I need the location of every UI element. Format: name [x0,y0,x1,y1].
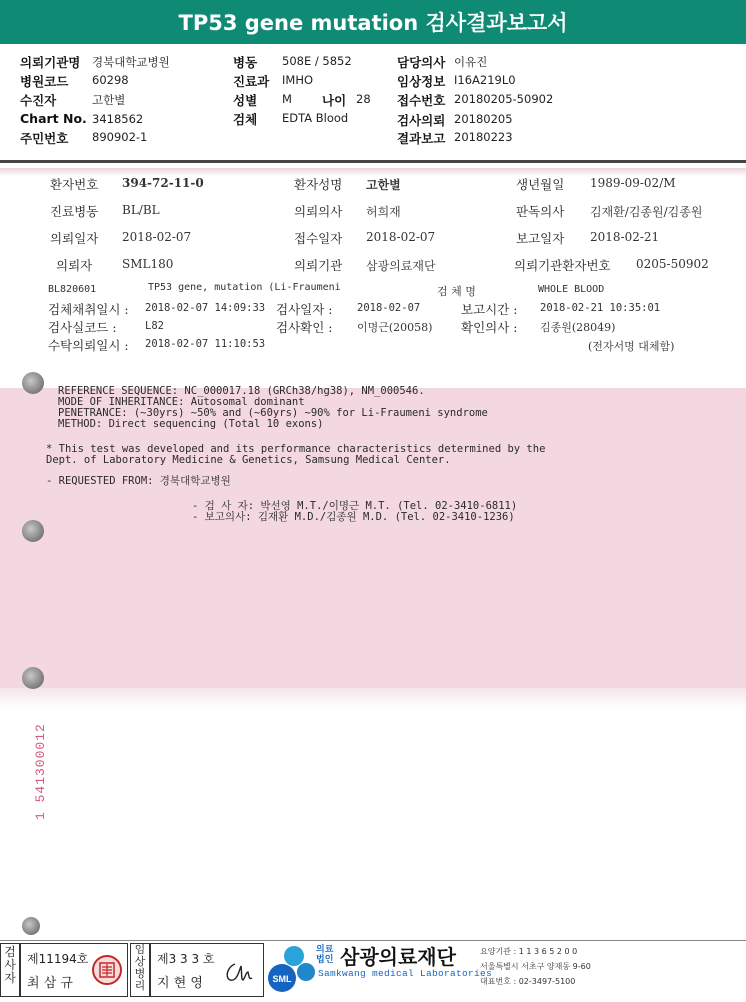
header-label: 성별 [233,93,258,108]
header-value: 20180205-50902 [454,92,554,106]
consign-value: 2018-02-07 11:10:53 [145,338,266,350]
form-value: 2018-02-07 [122,230,192,244]
sml-logo-icon [266,942,318,996]
specimen-value: WHOLE BLOOD [538,284,605,295]
report-line: METHOD: Direct sequencing (Total 10 exons) [58,418,324,430]
room-label: 검사실코드 : [48,320,117,335]
header-label: 주민번호 [20,131,69,146]
confirmer-label: 확인의사 : [461,320,518,335]
phone: 대표번호 : 02-3497-5100 [480,977,576,986]
license-number: 제3 3 3 호 [157,952,215,966]
header-label: 수진자 [20,93,57,108]
form-value: SML180 [122,257,174,271]
binder-hole [22,372,44,394]
room-value: L82 [145,320,164,332]
form-value: 김재환/김종원/김종원 [590,205,703,219]
header-value: M [282,92,292,106]
report-line: MODE OF INHERITANCE: Autosomal dominant [58,396,305,408]
header-value: 20180205 [454,112,513,126]
header-value: 28 [356,92,371,106]
collect-label: 검체채취일시 : [48,302,129,317]
header-label: 병동 [233,55,258,70]
header-value: 경북대학교병원 [92,55,170,69]
paper-tint [0,688,746,708]
form-value: 0205-50902 [636,257,709,271]
header-label: 임상정보 [397,74,446,89]
form-label: 환자번호 [50,177,99,192]
header-value: 고한별 [92,93,126,107]
paper-tint [0,168,746,176]
signer-name: 최 삼 규 [27,976,73,991]
header-value: IMHO [282,73,314,87]
form-label: 의뢰자 [56,258,93,273]
form-label: 보고일자 [516,231,565,246]
header-label: 결과보고 [397,131,446,146]
form-label: 생년월일 [516,177,565,192]
header-label: 의뢰기관명 [20,55,81,70]
collect-value: 2018-02-07 14:09:33 [145,302,266,314]
header-value: 890902-1 [92,130,148,144]
form-value: 1989-09-02/M [590,176,676,190]
confirm-value: 이명근(20058) [357,321,433,334]
license-number: 제11194호 [27,952,89,966]
reporttime-label: 보고시간 : [461,302,518,317]
confirmer-value: 김종원(28049) [540,321,616,334]
report-line: PENETRANCE: (~30yrs) ~50% and (~60yrs) ~90% for Li-Fraumeni syndrome [58,407,488,419]
corp-tag: 의료 법인 [316,945,334,965]
serial-number: 1 541300012 [33,723,48,820]
signature-box-tester [0,943,128,997]
form-value: BL/BL [122,203,160,217]
report-note: * This test was developed and its performance characteristics determined by the [46,443,546,455]
binder-hole [22,520,44,542]
header-value: EDTA Blood [282,111,349,125]
header-value: 508E / 5852 [282,54,352,68]
form-value: 허희재 [366,205,401,219]
header-divider [0,160,746,163]
form-value: 삼광의료재단 [366,259,436,273]
form-label: 의뢰기관 [294,258,343,273]
form-label: 환자성명 [294,177,343,192]
testdate-label: 검사일자 : [276,302,333,317]
box-side-label: 검사자 [4,945,16,985]
form-value: 394-72-11-0 [122,176,204,190]
report-line: REFERENCE SEQUENCE: NC_000017.18 (GRCh38/hg38), NM_000546. [58,385,425,397]
confirm-label: 검사확인 : [276,320,333,335]
header-label: 검체 [233,112,258,127]
report-requested: - REQUESTED FROM: 경북대학교병원 [46,475,231,487]
form-label: 의뢰일자 [50,231,99,246]
address: 서울특별시 서초구 양재동 9-60 [480,962,591,971]
form-value: 고한별 [366,178,401,192]
header-value: 60298 [92,73,129,87]
binder-hole [22,667,44,689]
test-name: TP53 gene, mutation (Li-Fraumeni [148,282,341,293]
specimen-label: 검 체 명 [437,285,476,298]
reporttime-value: 2018-02-21 10:35:01 [540,302,661,314]
header-label: 나이 [322,93,347,108]
institution-code: 요양기관 : 1 1 3 6 5 2 0 0 [480,947,578,956]
header-value: 3418562 [92,112,144,126]
signature-box-reviewer [130,943,264,997]
handwritten-signature [221,958,259,986]
header-label: 담당의사 [397,55,446,70]
report-title: TP53 gene mutation 검사결과보고서 [178,11,568,35]
binder-hole [22,917,40,935]
org-english-name: Samkwang medical Laboratories [318,968,493,979]
header-label: 접수번호 [397,93,446,108]
form-label: 진료병동 [50,204,99,219]
form-label: 의뢰기관환자번호 [514,258,611,273]
header-value: 이유진 [454,55,488,69]
form-value: 2018-02-21 [590,230,660,244]
form-label: 판독의사 [516,204,565,219]
seal-stamp [91,954,123,986]
logo-text: SML [272,974,292,984]
form-value: 2018-02-07 [366,230,436,244]
esign-note: (전자서명 대체함) [588,340,675,353]
header-value: I16A219L0 [454,73,516,87]
report-tester: - 검 사 자: 박선영 M.T./이명근 M.T. (Tel. 02-3410-6811) [192,500,518,512]
form-label: 의뢰의사 [294,204,343,219]
testdate-value: 2018-02-07 [357,302,421,314]
header-value: 20180223 [454,130,513,144]
header-label: 검사의뢰 [397,113,446,128]
test-code: BL820601 [48,284,97,295]
consign-label: 수탁의뢰일시 : [48,338,129,353]
org-name: 삼광의료재단 [340,945,456,969]
signer-name: 지 현 영 [157,976,203,991]
box-side-label: 임상병리 [134,943,146,992]
form-label: 접수일자 [294,231,343,246]
pink-band [0,388,746,688]
report-note: Dept. of Laboratory Medicine & Genetics, Samsung Medical Center. [46,454,451,466]
header-label: 진료과 [233,74,270,89]
report-reporter: - 보고의사: 김재환 M.D./김종원 M.D. (Tel. 02-3410-1236) [192,511,515,523]
header-label: 병원코드 [20,74,69,89]
header-label: Chart No. [20,111,87,126]
